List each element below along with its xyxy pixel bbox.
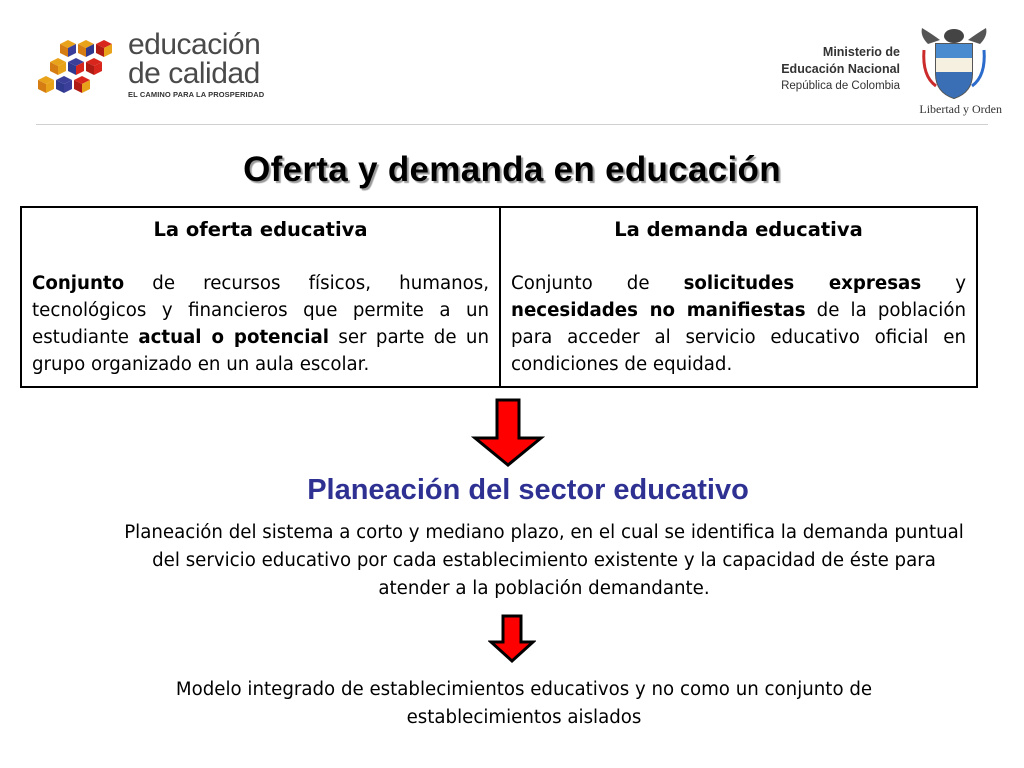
brand-line2: de calidad [128, 57, 260, 90]
brand-line1: educación [128, 28, 261, 61]
brand-text [128, 30, 264, 99]
demand-column [499, 208, 976, 386]
offer-definition [32, 270, 489, 378]
cubes-logo-icon [36, 40, 124, 102]
header-divider [36, 124, 988, 125]
demand-text-3: de la población para acceder al servicio educativo oficial en condiciones de equidad. [511, 300, 966, 375]
crest-motto: Libertad y Orden [919, 102, 1002, 116]
brand-tagline: EL CAMINO PARA LA PROSPERIDAD [128, 90, 265, 99]
ministry-line3: República de Colombia [781, 80, 900, 92]
demand-text-2: y [921, 273, 966, 294]
page-title: Oferta y demanda en educación [243, 150, 781, 189]
offer-text-1: de recursos físicos, humanos, tecnológicos y financieros que permite a un estudiante [32, 273, 489, 348]
educacion-de-calidad-logo [36, 28, 296, 108]
demand-bold-phrase-1: solicitudes expresas [683, 273, 922, 294]
demand-bold-phrase-2: necesidades no manifiestas [511, 300, 806, 321]
ministry-line2: Educación Nacional [781, 62, 900, 76]
comparison-table [20, 206, 978, 388]
offer-column [22, 208, 499, 386]
section-description: Planeación del sistema a corto y mediano plazo, en el cual se identifica la demanda puntual del servicio educativo por cada establecimiento existente y la capacidad de éste para atender a la población demandante. [124, 522, 964, 599]
conclusion-text: Modelo integrado de establecimientos educativos y no como un conjunto de establecimientos aislados [175, 679, 873, 728]
demand-text-1: Conjunto de [511, 273, 684, 294]
arrow-down-icon [488, 614, 536, 664]
offer-bold-phrase: actual o potencial [138, 327, 329, 348]
ministry-name [781, 44, 900, 95]
demand-heading: La demanda educativa [614, 218, 863, 241]
offer-text-2: ser parte de un grupo organizado en un aula escolar. [32, 327, 489, 375]
ministry-line1: Ministerio de [822, 45, 900, 59]
offer-heading: La oferta educativa [153, 218, 368, 241]
offer-bold-term: Conjunto [32, 273, 125, 294]
arrow-down-icon [471, 398, 545, 468]
section-subtitle: Planeación del sector educativo [307, 474, 749, 506]
demand-definition [511, 270, 966, 378]
coat-of-arms-icon [918, 26, 990, 104]
